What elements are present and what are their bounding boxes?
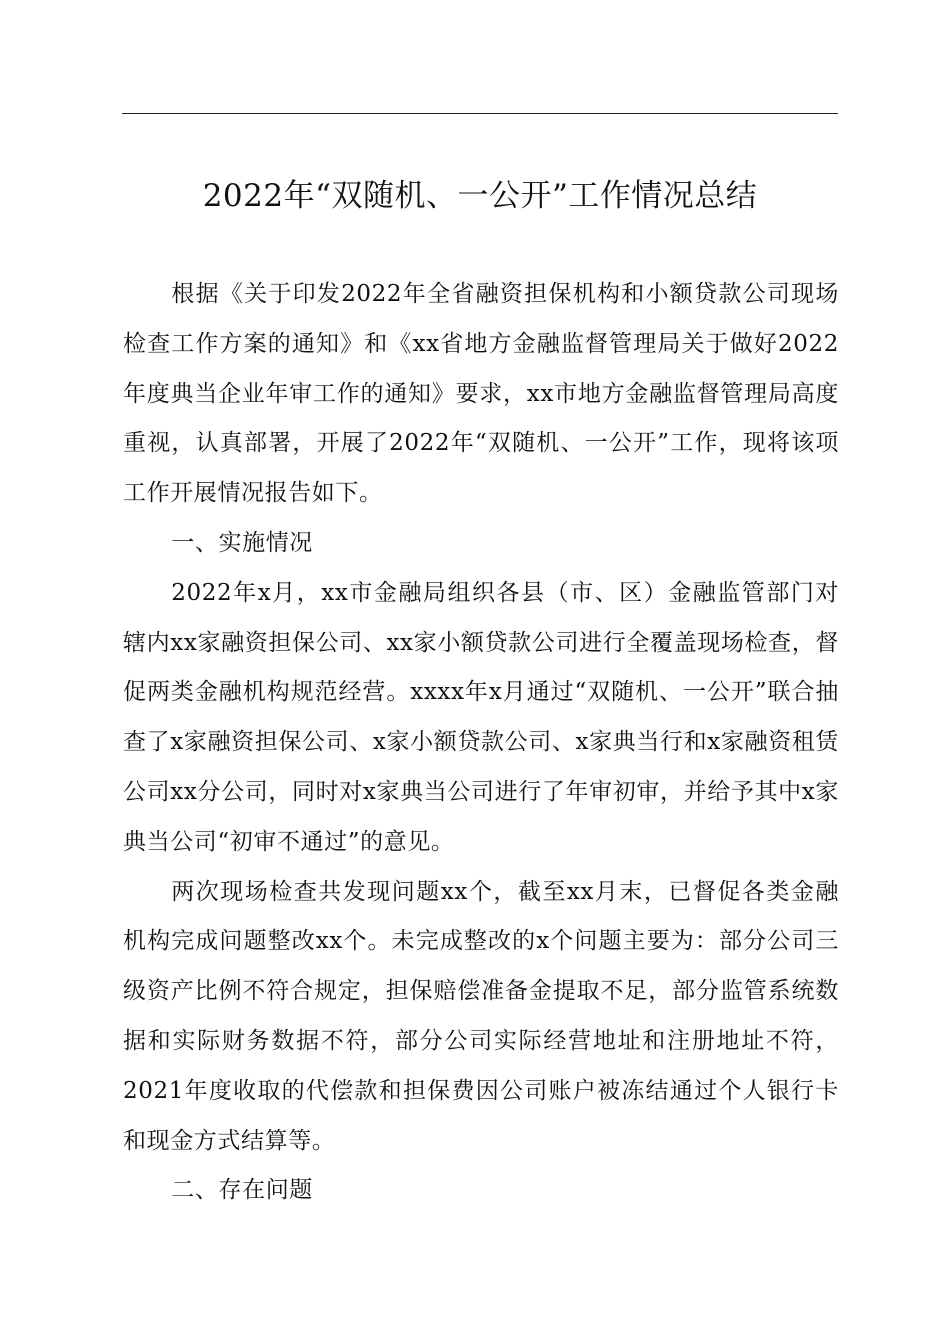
section-heading-implementation: 一、实施情况	[171, 529, 313, 556]
paragraph-intro: 根据《关于印发2022年全省融资担保机构和小额贷款公司现场检查工作方案的通知》和《xx省地方金融监督管理局关于做好2022年度典当企业年审工作的通知》要求，xx市地方金融监督管理局高度重视，认真部署，开展了2022年“双随机、一公开”工作，现将该项工作开展情况报告如下。	[123, 281, 839, 507]
document-body	[123, 270, 839, 1216]
document-title: 2022年“双随机、一公开”工作情况总结	[202, 178, 758, 214]
header-rule	[122, 113, 838, 114]
paragraph-findings: 两次现场检查共发现问题xx个，截至xx月末，已督促各类金融机构完成问题整改xx个。未完成整改的x个问题主要为：部分公司三级资产比例不符合规定，担保赔偿准备金提取不足，部分监管系统数据和实际财务数据不符，部分公司实际经营地址和注册地址不符，2021年度收取的代偿款和担保费因公司账户被冻结通过个人银行卡和现金方式结算等。	[123, 878, 839, 1154]
section-heading-problems: 二、存在问题	[171, 1177, 313, 1204]
paragraph-implementation: 2022年x月，xx市金融局组织各县（市、区）金融监管部门对辖内xx家融资担保公司、xx家小额贷款公司进行全覆盖现场检查，督促两类金融机构规范经营。xxxx年x月通过“双随机、一公开”联合抽查了x家融资担保公司、x家小额贷款公司、x家典当行和x家融资租赁公司xx分公司，同时对x家典当公司进行了年审初审，并给予其中x家典当公司“初审不通过”的意见。	[123, 579, 839, 855]
